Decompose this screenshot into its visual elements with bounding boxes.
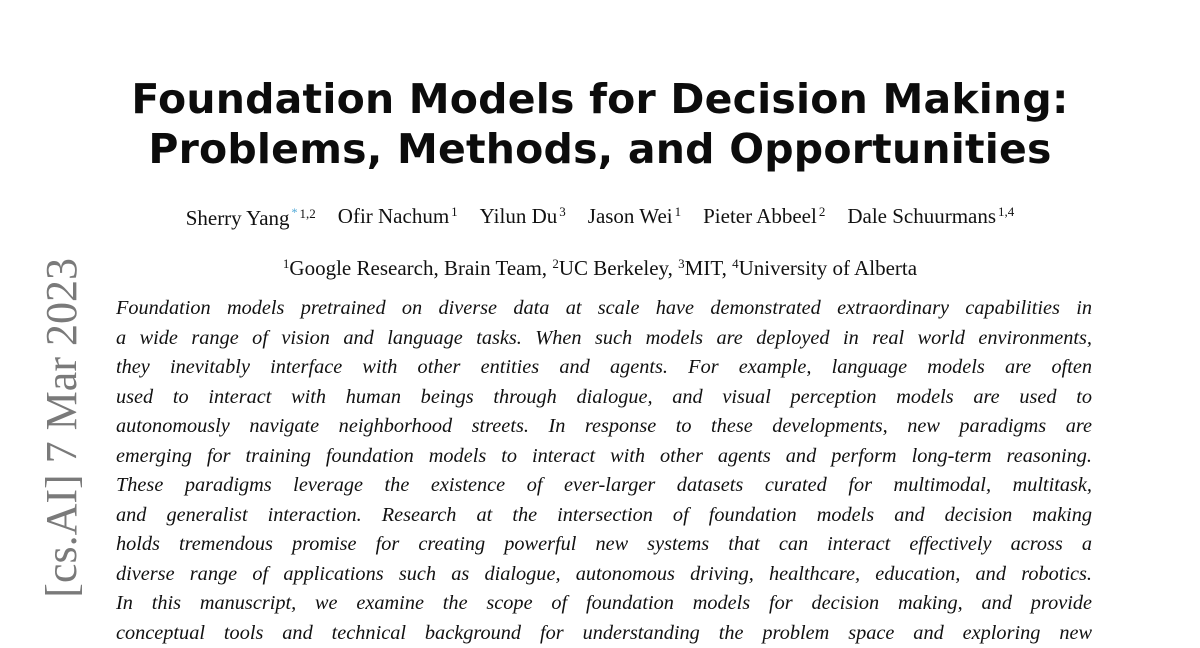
affiliation-number: 1 xyxy=(282,256,290,271)
abstract-line: In this manuscript, we examine the scope of foundation models for decision making, and provide xyxy=(116,592,1092,614)
author-affiliation-mark: 2 xyxy=(818,204,826,219)
abstract-line: diverse range of applications such as dialogue, autonomous driving, healthcare, education, and robotics. xyxy=(116,562,1092,585)
author-name: Sherry Yang xyxy=(185,206,290,230)
abstract-line: conceptual tools and technical background for understanding the problem space and exploring new xyxy=(116,621,1092,644)
author-name: Ofir Nachum xyxy=(337,204,450,228)
title-line-2: Problems, Methods, and Opportunities xyxy=(148,125,1052,173)
author xyxy=(588,198,681,232)
author-name: Yilun Du xyxy=(479,204,558,228)
arxiv-side-stamp xyxy=(32,232,92,624)
author-name: Dale Schuurmans xyxy=(847,204,997,228)
affiliation-text: University of Alberta xyxy=(738,256,918,280)
affiliations xyxy=(100,250,1100,282)
abstract-line: Foundation models pretrained on diverse data at scale have demonstrated extraordinary capabilities in xyxy=(116,297,1092,319)
abstract-line: holds tremendous promise for creating powerful new systems that can interact effectively across a xyxy=(116,533,1092,555)
author-name: Jason Wei xyxy=(587,204,673,228)
author-affiliation-mark: 3 xyxy=(559,204,566,219)
abstract-line: These paradigms leverage the existence of ever-larger datasets curated for multimodal, multitask, xyxy=(116,474,1092,496)
author xyxy=(847,198,1014,232)
author xyxy=(480,198,566,232)
author-affiliation-mark: 1,4 xyxy=(998,204,1015,219)
author-name: Pieter Abbeel xyxy=(703,204,817,228)
affiliation-number: 3 xyxy=(678,256,685,271)
title-line-1: Foundation Models for Decision Making: xyxy=(131,75,1069,123)
abstract-line: a wide range of vision and language tasks. When such models are deployed in real world environments, xyxy=(116,326,1092,349)
abstract-line: autonomously navigate neighborhood streets. In response to these developments, new paradigms are xyxy=(116,415,1092,437)
author xyxy=(703,198,825,232)
affiliation-text: MIT, xyxy=(684,256,733,280)
abstract-line: used to interact with human beings through dialogue, and visual perception models are used to xyxy=(116,385,1092,408)
abstract-line: emerging for training foundation models to interact with other agents and perform long-term reasoning. xyxy=(116,444,1092,467)
author-affiliation-mark: 1,2 xyxy=(299,206,316,221)
author xyxy=(186,198,316,232)
abstract xyxy=(116,294,1092,648)
abstract-line: and generalist interaction. Research at the intersection of foundation models and decision making xyxy=(116,503,1092,526)
paper-title xyxy=(100,74,1100,174)
affiliation-number: 4 xyxy=(732,256,739,271)
corresponding-author-mark: * xyxy=(291,205,298,219)
author-affiliation-mark: 1 xyxy=(674,204,682,219)
author-affiliation-mark: 1 xyxy=(451,204,458,219)
affiliation-text: UC Berkeley, xyxy=(558,256,679,280)
affiliation-text: Google Research, Brain Team, xyxy=(289,256,553,280)
author-list xyxy=(100,198,1100,232)
abstract-line: they inevitably interface with other entities and agents. For example, language models are often xyxy=(116,356,1092,378)
author xyxy=(338,198,458,232)
affiliation-number: 2 xyxy=(552,256,559,271)
arxiv-stamp-text: [cs.AI] 7 Mar 2023 xyxy=(37,258,86,598)
